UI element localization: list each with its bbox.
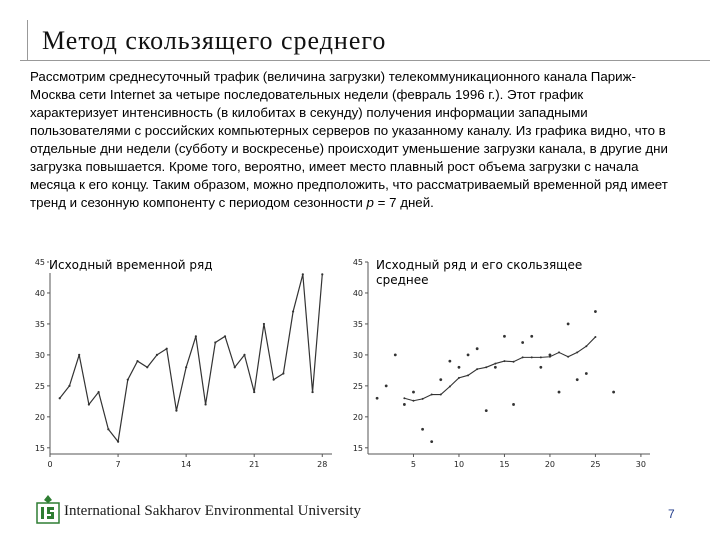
data-point — [494, 366, 497, 369]
data-point — [292, 310, 294, 312]
page-number: 7 — [668, 507, 675, 521]
x-tick-label: 7 — [115, 460, 121, 469]
data-point — [612, 391, 615, 394]
body-paragraph — [30, 68, 670, 212]
moving-average-point — [594, 336, 596, 338]
data-point — [195, 335, 197, 337]
moving-average-point — [476, 368, 478, 370]
data-point — [175, 410, 177, 412]
y-tick-label: 25 — [34, 381, 45, 391]
y-tick-label: 15 — [352, 443, 363, 453]
moving-average-point — [485, 366, 487, 368]
data-point — [394, 354, 397, 357]
data-point — [107, 428, 109, 430]
data-point — [166, 348, 168, 350]
data-point — [98, 391, 100, 393]
moving-average-point — [585, 345, 587, 347]
data-point — [439, 378, 442, 381]
footer-organization: International Sakharov Environmental University — [64, 503, 362, 519]
data-point — [403, 403, 406, 406]
x-tick-label: 20 — [544, 460, 556, 469]
data-point — [448, 360, 451, 363]
data-point — [136, 360, 138, 362]
x-tick-label: 14 — [181, 460, 192, 469]
data-point — [421, 428, 424, 431]
moving-average-point — [422, 398, 424, 400]
data-point — [530, 335, 533, 338]
data-point — [521, 341, 524, 344]
original-series-chart — [28, 254, 342, 476]
y-tick-label: 20 — [34, 412, 45, 422]
chart1-title: Исходный временной ряд — [49, 258, 213, 272]
data-point — [458, 366, 461, 369]
y-tick-label: 45 — [352, 258, 363, 267]
y-tick-label: 35 — [352, 319, 363, 329]
series-line — [60, 274, 323, 441]
x-tick-label: 0 — [47, 460, 53, 469]
y-tick-label: 15 — [34, 443, 45, 453]
data-point — [68, 385, 70, 387]
data-point — [88, 403, 90, 405]
title-corner-vertical-rule — [27, 20, 28, 60]
data-point — [156, 354, 158, 356]
data-point — [412, 391, 415, 394]
moving-average-point — [558, 351, 560, 353]
y-tick-label: 30 — [34, 350, 45, 360]
moving-average-point — [458, 377, 460, 379]
data-point — [385, 384, 388, 387]
moving-average-point — [431, 394, 433, 396]
data-point — [224, 335, 226, 337]
data-point — [185, 366, 187, 368]
data-point — [558, 391, 561, 394]
moving-average-point — [540, 356, 542, 358]
data-point — [263, 323, 265, 325]
chart2-title: Исходный ряд и его скользящее среднее — [376, 258, 638, 288]
data-point — [59, 397, 61, 399]
moving-average-line — [404, 337, 595, 401]
moving-average-point — [412, 400, 414, 402]
data-point — [467, 354, 470, 357]
data-point — [234, 366, 236, 368]
y-tick-label: 35 — [34, 319, 45, 329]
data-point — [204, 403, 206, 405]
data-point — [376, 397, 379, 400]
data-point — [302, 273, 304, 275]
data-point — [282, 372, 284, 374]
paragraph-period-value: = 7 дней. — [373, 195, 434, 210]
data-point — [321, 273, 323, 275]
data-point — [214, 341, 216, 343]
moving-average-point — [440, 394, 442, 396]
data-point — [253, 391, 255, 393]
data-point — [576, 378, 579, 381]
moving-average-point — [513, 361, 515, 363]
x-tick-label: 10 — [453, 460, 465, 469]
x-tick-label: 5 — [410, 460, 417, 469]
data-point — [594, 310, 597, 313]
data-point — [585, 372, 588, 375]
x-tick-label: 25 — [590, 460, 601, 469]
data-point — [78, 354, 80, 356]
data-point — [476, 347, 479, 350]
moving-average-point — [531, 356, 533, 358]
moving-average-point — [467, 374, 469, 376]
title-corner-horizontal-rule — [20, 60, 710, 61]
x-tick-label: 28 — [317, 460, 328, 469]
data-point — [273, 379, 275, 381]
data-point — [146, 366, 148, 368]
paragraph-text: Рассмотрим среднесуточный трафик (величина загрузки) телекоммуникационного канала Париж-Москва сети Internet за четыре последовательных недели (февраль 1996 г.). Этот график характеризует интенсивность (в килобитах в секунду) получения информации западными пользователями с российских компьютерных серверов по указанному каналу. Из графика видно, что в отдельные дни недели (субботу и воскресенье) происходит уменьшение загрузки канала, в другие дни загрузка повышается. Кроме того, вероятно, имеет место плавный рост объема загрузки с начала месяца к его концу. Таким образом, можно предположить, что рассматриваемый временной ряд имеет тренд и сезонную компоненту с периодом сезонности — [30, 69, 668, 210]
data-point — [512, 403, 515, 406]
x-tick-label: 21 — [249, 460, 260, 469]
moving-average-point — [449, 385, 451, 387]
data-point — [567, 323, 570, 326]
university-logo-icon — [36, 494, 60, 524]
x-tick-label: 15 — [499, 460, 510, 469]
moving-average-point — [576, 351, 578, 353]
moving-average-point — [522, 356, 524, 358]
data-point — [539, 366, 542, 369]
moving-average-point — [549, 356, 551, 358]
y-tick-label: 45 — [34, 258, 45, 267]
data-point — [485, 409, 488, 412]
data-point — [243, 354, 245, 356]
moving-average-point — [494, 363, 496, 365]
paragraph-period-variable: p — [366, 195, 374, 210]
moving-average-point — [567, 356, 569, 358]
moving-average-point — [403, 397, 405, 399]
slide-title: Метод скользящего среднего — [42, 26, 387, 55]
data-point — [311, 391, 313, 393]
moving-average-point — [503, 360, 505, 362]
y-tick-label: 30 — [352, 350, 363, 360]
data-point — [430, 440, 433, 443]
data-point — [117, 441, 119, 443]
y-tick-label: 40 — [34, 288, 45, 298]
data-point — [127, 379, 129, 381]
y-tick-label: 20 — [352, 412, 363, 422]
y-tick-label: 25 — [352, 381, 363, 391]
x-tick-label: 30 — [635, 460, 646, 469]
data-point — [503, 335, 506, 338]
y-tick-label: 40 — [352, 288, 363, 298]
